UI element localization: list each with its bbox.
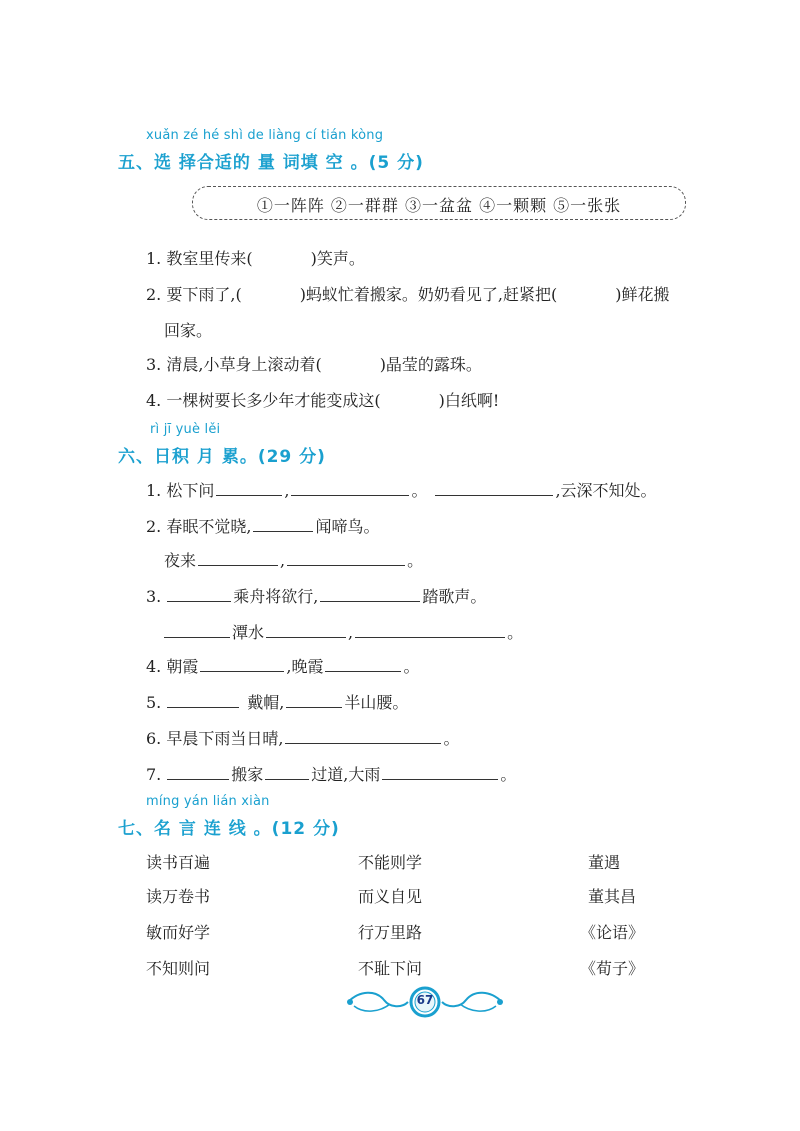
- section6-heading: 六、日积 月 累。(29 分): [118, 447, 326, 467]
- text: 。: [411, 481, 428, 500]
- text: 。: [403, 657, 420, 676]
- text: 5.: [146, 693, 162, 712]
- text: 戴帽,: [247, 693, 285, 712]
- answer-blank[interactable]: [382, 765, 498, 780]
- word-options-box: [192, 186, 686, 220]
- text: 踏歌声。: [422, 587, 487, 606]
- s6-line-6: [146, 726, 459, 749]
- text: 2. 春眠不觉晓,: [146, 517, 252, 536]
- text: ,云深不知处。: [555, 481, 657, 500]
- answer-blank[interactable]: [200, 657, 284, 672]
- answer-blank[interactable]: [164, 623, 230, 638]
- text: 半山腰。: [344, 693, 409, 712]
- section5-pinyin: xuǎn zé hé shì de liàng cí tián kòng: [146, 128, 384, 143]
- text: 过道,大雨: [311, 765, 381, 784]
- col1-item[interactable]: 不知则问: [146, 959, 211, 978]
- text: 夜来: [164, 551, 197, 570]
- col1-item[interactable]: 敏而好学: [146, 923, 211, 942]
- answer-blank[interactable]: [198, 551, 278, 566]
- text: 。: [407, 551, 424, 570]
- section7-heading: 七、名 言 连 线 。(12 分): [118, 819, 340, 839]
- text: 潭水: [232, 623, 265, 642]
- s5-item-3: [146, 352, 482, 375]
- s5-item-2: [146, 282, 670, 305]
- s5-item-2-p3: )鲜花搬: [615, 285, 670, 304]
- s6-line-3b: [162, 620, 523, 643]
- s5-item-2-p2: )蚂蚁忙着搬家。奶奶看见了,赶紧把(: [299, 285, 558, 304]
- text: ,: [348, 623, 354, 642]
- s5-item-1: [146, 246, 365, 269]
- text: 。: [443, 729, 460, 748]
- col3-item[interactable]: 《论语》: [580, 923, 645, 942]
- text: 闻啼鸟。: [315, 517, 380, 536]
- s5-item-4-post: )白纸啊!: [438, 391, 500, 410]
- answer-blank[interactable]: [435, 481, 553, 496]
- section7-pinyin: míng yán lián xiàn: [146, 794, 270, 809]
- text: 3.: [146, 587, 162, 606]
- s5-item-4: [146, 388, 499, 411]
- s6-line-7: [146, 762, 516, 785]
- s5-item-2-cont: 回家。: [164, 321, 213, 340]
- answer-blank[interactable]: [355, 623, 505, 638]
- s5-item-2-p1: 2. 要下雨了,(: [146, 285, 242, 304]
- col3-item[interactable]: 董其昌: [588, 887, 637, 906]
- text: 6. 早晨下雨当日晴,: [146, 729, 284, 748]
- text: 乘舟将欲行,: [233, 587, 319, 606]
- page-number: 67: [416, 993, 434, 1007]
- s6-line-5: [146, 690, 408, 713]
- s6-line-1: [146, 478, 657, 501]
- text: 。: [500, 765, 517, 784]
- text: 7.: [146, 765, 162, 784]
- text: 4. 朝霞: [146, 657, 199, 676]
- answer-blank[interactable]: [216, 481, 282, 496]
- col3-item[interactable]: 《荀子》: [580, 959, 645, 978]
- word-options: ①一阵阵 ②一群群 ③一盆盆 ④一颗颗 ⑤一张张: [256, 196, 622, 215]
- answer-blank[interactable]: [167, 765, 229, 780]
- answer-blank[interactable]: [291, 481, 409, 496]
- answer-blank[interactable]: [167, 587, 231, 602]
- answer-blank[interactable]: [320, 587, 420, 602]
- answer-blank[interactable]: [265, 765, 309, 780]
- text: ,: [284, 481, 290, 500]
- text: 搬家: [231, 765, 264, 784]
- answer-blank[interactable]: [253, 517, 313, 532]
- text: 。: [507, 623, 524, 642]
- s5-item-1-pre: 1. 教室里传来(: [146, 249, 253, 268]
- answer-blank[interactable]: [286, 693, 342, 708]
- col2-item[interactable]: 行万里路: [358, 923, 423, 942]
- text: ,晚霞: [286, 657, 324, 676]
- s6-line-2: [146, 514, 379, 537]
- answer-blank[interactable]: [325, 657, 401, 672]
- col1-item[interactable]: 读书百遍: [146, 853, 211, 872]
- col2-item[interactable]: 而义自见: [358, 887, 423, 906]
- col2-item[interactable]: 不能则学: [358, 853, 423, 872]
- answer-blank[interactable]: [285, 729, 441, 744]
- s6-line-3: [146, 584, 486, 607]
- col3-item[interactable]: 董遇: [588, 853, 621, 872]
- col2-item[interactable]: 不耻下问: [358, 959, 423, 978]
- answer-blank[interactable]: [266, 623, 346, 638]
- page-number-ornament: [340, 984, 510, 1018]
- s5-item-4-pre: 4. 一棵树要长多少年才能变成这(: [146, 391, 381, 410]
- s5-item-1-post: )笑声。: [310, 249, 365, 268]
- s6-line-2b: [164, 548, 423, 571]
- text: ,: [280, 551, 286, 570]
- text: 1. 松下问: [146, 481, 215, 500]
- answer-blank[interactable]: [167, 693, 239, 708]
- s5-item-3-post: )晶莹的露珠。: [379, 355, 482, 374]
- section6-pinyin: rì jī yuè lěi: [150, 422, 221, 437]
- section5-heading: 五、选 择合适的 量 词填 空 。(5 分): [118, 153, 424, 173]
- col1-item[interactable]: 读万卷书: [146, 887, 211, 906]
- s6-line-4: [146, 654, 419, 677]
- answer-blank[interactable]: [287, 551, 405, 566]
- s5-item-3-pre: 3. 清晨,小草身上滚动着(: [146, 355, 322, 374]
